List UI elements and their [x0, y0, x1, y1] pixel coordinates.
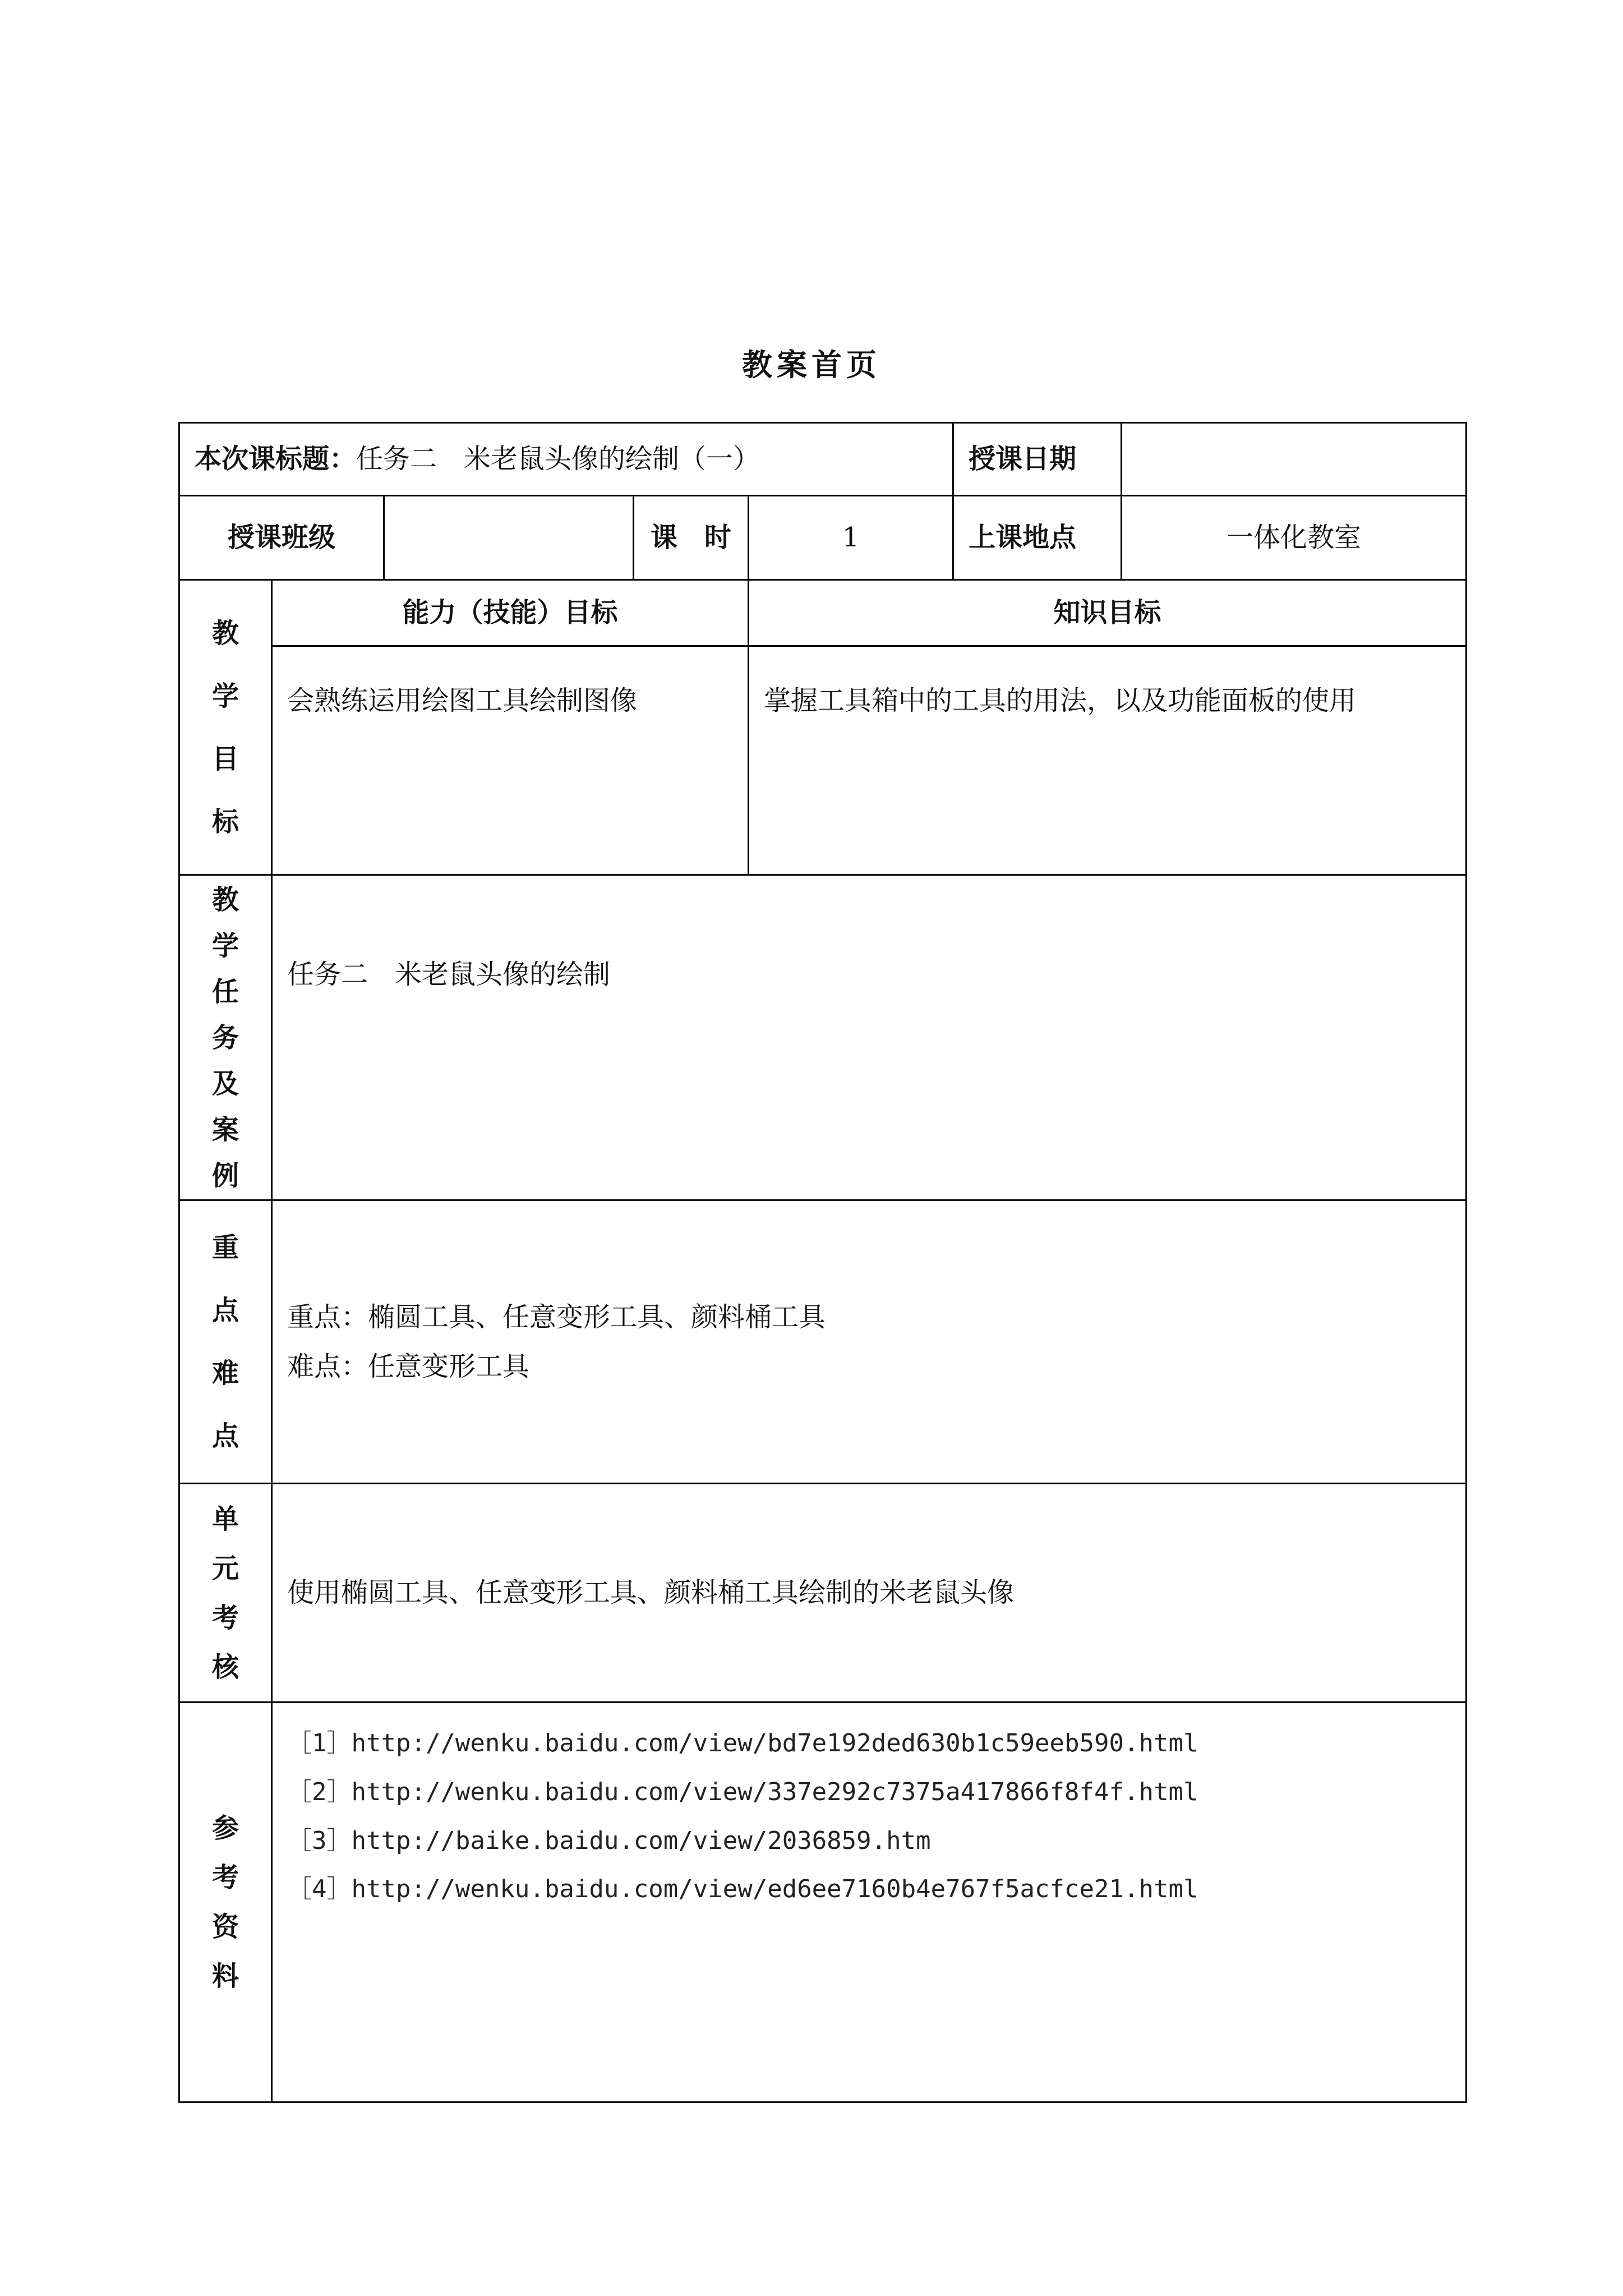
lesson-plan-table — [178, 422, 1467, 2103]
references-list — [272, 1703, 1467, 2102]
assessment-label-char: 单 — [211, 1503, 239, 1535]
topic-label: 本次课标题： — [195, 443, 357, 475]
keypoints-label-char: 重 — [211, 1232, 239, 1263]
objectives-label — [179, 580, 272, 875]
reference-item: ［3］http://baike.baidu.com/view/2036859.htm — [287, 1826, 931, 1855]
ability-text: 会熟练运用绘图工具绘制图像 — [272, 646, 749, 875]
keypoints-label-char: 点 — [211, 1295, 239, 1326]
hours-value: 1 — [749, 496, 953, 580]
references-label — [179, 1703, 272, 2102]
topic-cell — [179, 423, 953, 496]
objectives-label-char: 教 — [211, 617, 239, 649]
hours-label: 课 时 — [634, 496, 749, 580]
assessment-label-char: 核 — [211, 1651, 239, 1683]
assessment-text: 使用椭圆工具、任意变形工具、颜料桶工具绘制的米老鼠头像 — [272, 1484, 1467, 1703]
references-label-char: 料 — [211, 1961, 239, 1992]
assessment-label-char: 考 — [211, 1602, 239, 1634]
reference-item: ［4］http://wenku.baidu.com/view/ed6ee7160b4e767f5acfce21.html — [287, 1875, 1198, 1904]
references-label-char: 考 — [211, 1862, 239, 1893]
ability-header: 能力（技能）目标 — [272, 580, 749, 646]
tasks-label-char: 教 — [211, 884, 239, 915]
references-label-char: 资 — [211, 1911, 239, 1943]
tasks-label-char: 及 — [211, 1068, 239, 1099]
tasks-label-char: 案 — [211, 1114, 239, 1145]
location-value: 一体化教室 — [1122, 496, 1467, 580]
class-value — [384, 496, 634, 580]
assessment-label-char: 元 — [211, 1552, 239, 1584]
references-label-char: 参 — [211, 1812, 239, 1844]
class-label: 授课班级 — [179, 496, 384, 580]
keypoints-label-char: 难 — [211, 1358, 239, 1389]
location-label: 上课地点 — [953, 496, 1122, 580]
tasks-label-char: 务 — [211, 1022, 239, 1053]
date-value — [1122, 423, 1467, 496]
keypoints-label — [179, 1200, 272, 1484]
tasks-label-char: 例 — [211, 1159, 239, 1191]
reference-item: ［1］http://wenku.baidu.com/view/bd7e192ded630b1c59eeb590.html — [287, 1729, 1198, 1757]
reference-item: ［2］http://wenku.baidu.com/view/337e292c7375a417866f8f4f.html — [287, 1777, 1198, 1806]
objectives-label-char: 学 — [211, 680, 239, 712]
date-label: 授课日期 — [953, 423, 1122, 496]
tasks-label-char: 学 — [211, 930, 239, 961]
tasks-label — [179, 875, 272, 1200]
topic-value: 任务二 米老鼠头像的绘制（一） — [356, 443, 760, 475]
knowledge-header: 知识目标 — [749, 580, 1467, 646]
keypoints-line: 重点：椭圆工具、任意变形工具、颜料桶工具 — [287, 1301, 826, 1333]
knowledge-text: 掌握工具箱中的工具的用法，以及功能面板的使用 — [749, 646, 1467, 875]
tasks-text: 任务二 米老鼠头像的绘制 — [272, 875, 1467, 1200]
keypoints-content — [272, 1200, 1467, 1484]
page-title: 教案首页 — [742, 347, 881, 383]
assessment-label — [179, 1484, 272, 1703]
tasks-label-char: 任 — [211, 976, 239, 1007]
objectives-label-char: 标 — [211, 806, 239, 838]
objectives-label-char: 目 — [211, 743, 239, 775]
keypoints-line: 难点：任意变形工具 — [287, 1351, 530, 1382]
keypoints-label-char: 点 — [211, 1420, 239, 1452]
